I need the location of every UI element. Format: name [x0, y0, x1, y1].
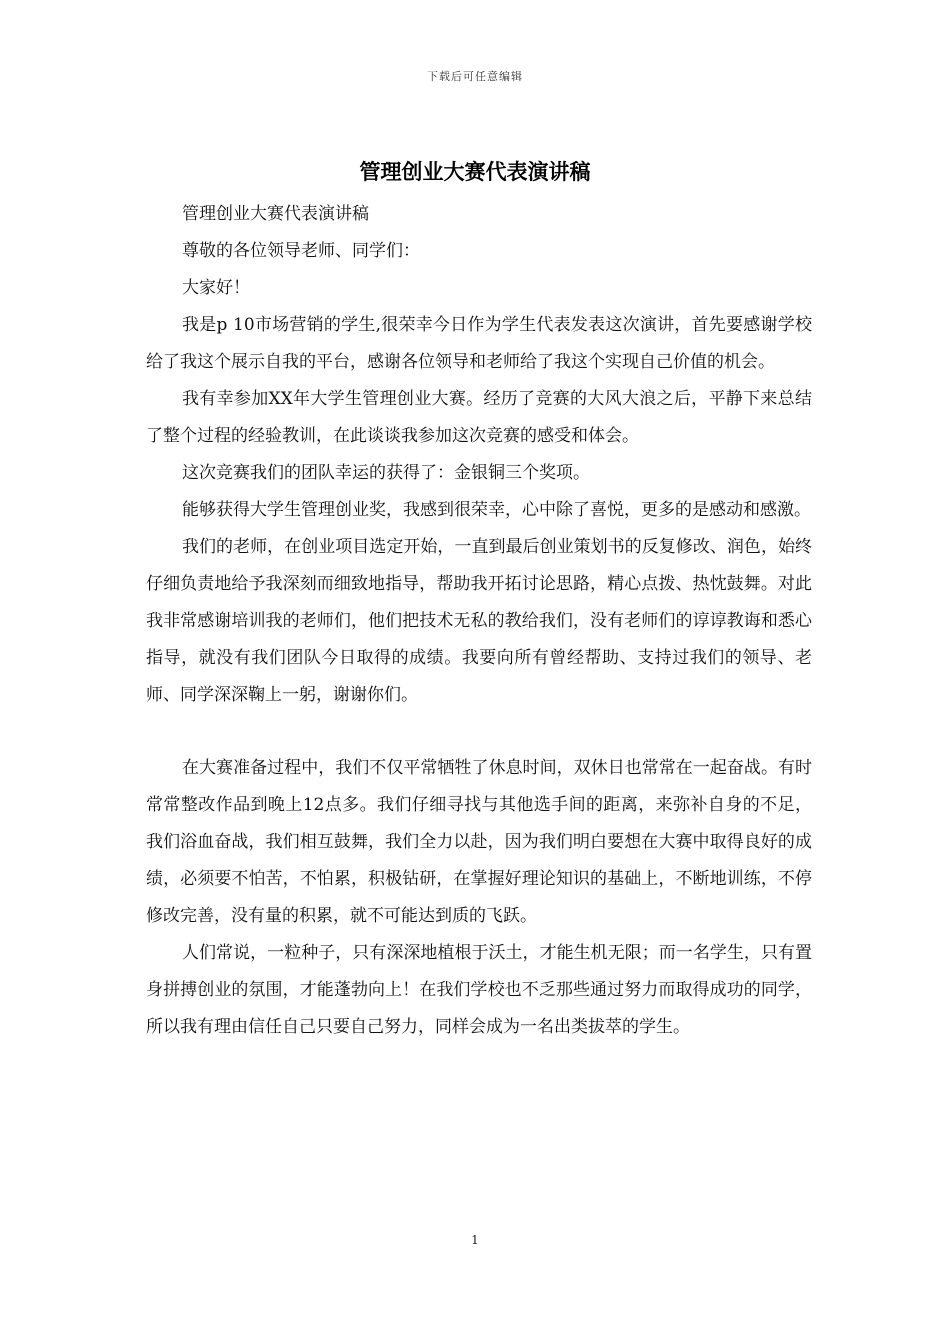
paragraph: 尊敬的各位领导老师、同学们：	[182, 241, 420, 261]
page-number: 1	[471, 1233, 479, 1247]
document-body	[146, 196, 812, 1046]
document-title: 管理创业大赛代表演讲稿	[359, 159, 591, 184]
paragraph: 能够获得大学生管理创业奖，我感到很荣幸，心中除了喜悦，更多的是感动和感激。	[182, 500, 811, 520]
paragraph: 我是p 10市场营销的学生,很荣幸今日作为学生代表发表这次演讲，首先要感谢学校给了我这个展示自我的平台，感谢各位领导和老师给了我这个实现自己价值的机会。	[146, 315, 812, 372]
paragraph-gap	[146, 714, 812, 750]
paragraph: 这次竞赛我们的团队幸运的获得了：金银铜三个奖项。	[182, 463, 590, 483]
paragraph: 我有幸参加XX年大学生管理创业大赛。经历了竞赛的大风大浪之后，平静下来总结了整个过程的经验教训，在此谈谈我参加这次竞赛的感受和体会。	[146, 389, 812, 446]
paragraph: 人们常说，一粒种子，只有深深地植根于沃土，才能生机无限；而一名学生，只有置身拼搏创业的氛围，才能蓬勃向上！在我们学校也不乏那些通过努力而取得成功的同学，所以我有理由信任自己只要自己努力，同样会成为一名出类拔萃的学生。	[146, 943, 812, 1037]
header-note: 下载后可任意编辑	[427, 70, 523, 83]
paragraph: 大家好！	[182, 278, 250, 298]
paragraph: 管理创业大赛代表演讲稿	[182, 204, 369, 224]
paragraph: 在大赛准备过程中，我们不仅平常牺牲了休息时间，双休日也常常在一起奋战。有时常常整改作品到晚上12点多。我们仔细寻找与其他选手间的距离，来弥补自身的不足，我们浴血奋战，我们相互鼓舞，我们全力以赴，因为我们明白要想在大赛中取得良好的成绩，必须要不怕苦，不怕累，积极钻研，在掌握好理论知识的基础上，不断地训练，不停修改完善，没有量的积累，就不可能达到质的飞跃。	[146, 758, 812, 926]
paragraph: 我们的老师，在创业项目选定开始，一直到最后创业策划书的反复修改、润色，始终仔细负责地给予我深刻而细致地指导，帮助我开拓讨论思路，精心点拨、热忱鼓舞。对此我非常感谢培训我的老师们，他们把技术无私的教给我们，没有老师们的谆谆教诲和悉心指导，就没有我们团队今日取得的成绩。我要向所有曾经帮助、支持过我们的领导、老师、同学深深鞠上一躬，谢谢你们。	[146, 537, 812, 705]
